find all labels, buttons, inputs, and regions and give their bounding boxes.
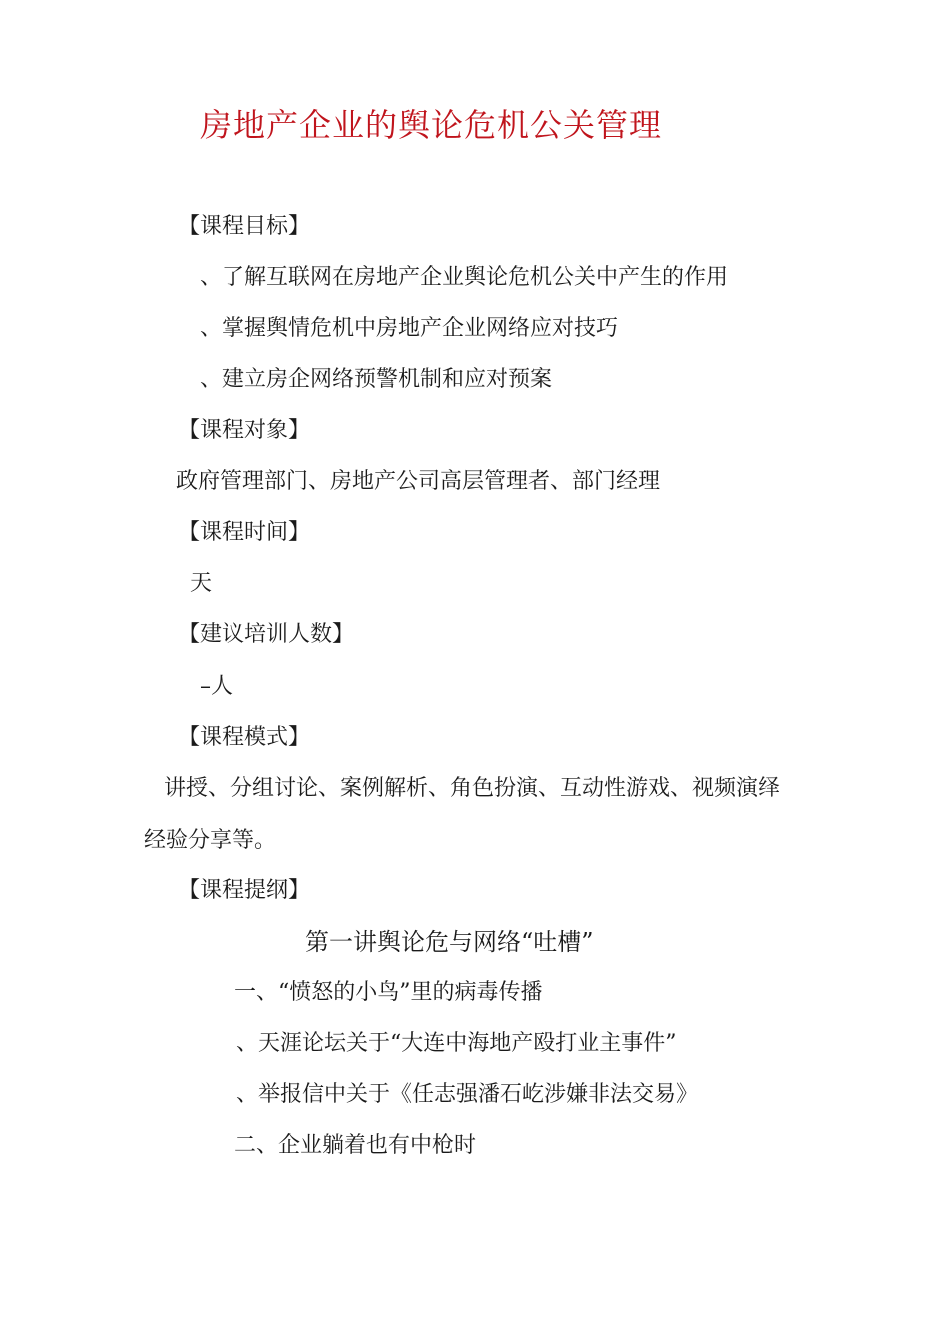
duration-heading: 【课程时间】 (178, 520, 311, 545)
lecture-title: 第一讲舆论危与网络“吐槽” (305, 928, 594, 956)
audience-text: 政府管理部门、房地产公司高层管理者、部门经理 (176, 469, 661, 494)
document-title: 房地产企业的舆论危机公关管理 (200, 106, 663, 144)
outline-item: 一、“愤怒的小鸟”里的病毒传播 (234, 980, 543, 1005)
mode-text-line1: 讲授、分组讨论、案例解析、角色扮演、互动性游戏、视频演绎 (164, 776, 781, 801)
outline-heading: 【课程提纲】 (178, 878, 311, 903)
outline-item: 、举报信中关于《任志强潘石屹涉嫌非法交易》 (236, 1082, 699, 1107)
size-heading: 【建议培训人数】 (178, 622, 355, 647)
duration-text: 天 (190, 571, 213, 596)
outline-item: 、天涯论坛关于“大连中海地产殴打业主事件” (236, 1031, 677, 1056)
goal-item: 、建立房企网络预警机制和应对预案 (200, 367, 553, 392)
goals-heading: 【课程目标】 (178, 214, 311, 239)
mode-text-line2: 经验分享等。 (144, 828, 277, 853)
mode-heading: 【课程模式】 (178, 725, 311, 750)
size-text: –人 (200, 674, 234, 699)
audience-heading: 【课程对象】 (178, 418, 311, 443)
goal-item: 、掌握舆情危机中房地产企业网络应对技巧 (200, 316, 619, 341)
outline-item: 二、企业躺着也有中枪时 (234, 1133, 477, 1158)
goal-item: 、了解互联网在房地产企业舆论危机公关中产生的作用 (200, 265, 729, 290)
